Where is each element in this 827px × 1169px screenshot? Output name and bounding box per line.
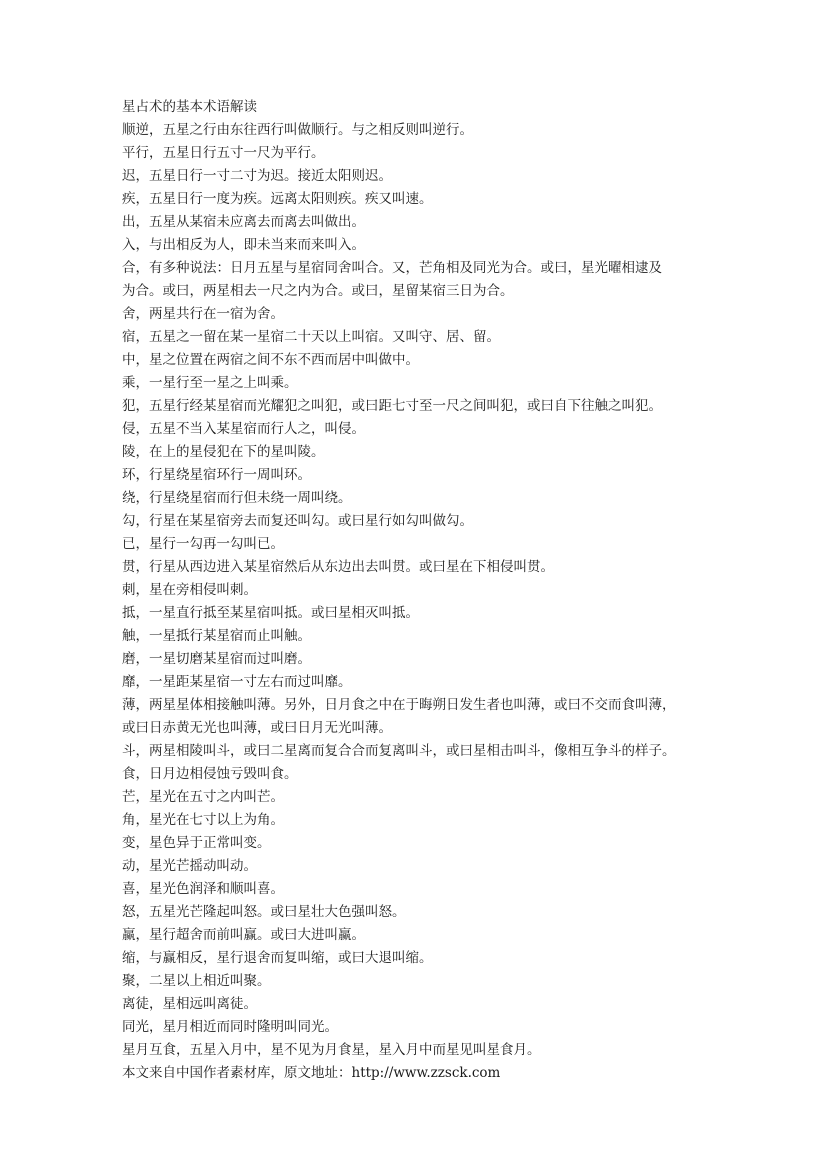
text-line: 出，五星从某宿未应离去而离去叫做出。 <box>122 214 365 230</box>
text-line: 靡，一星距某星宿一寸左右而过叫靡。 <box>122 674 352 690</box>
text-line: 顺逆，五星之行由东往西行叫做顺行。与之相反则叫逆行。 <box>122 122 473 138</box>
document-page <box>122 96 717 1085</box>
text-line: 抵，一星直行抵至某星宿叫抵。或曰星相灭叫抵。 <box>122 605 419 621</box>
text-line: 陵，在上的星侵犯在下的星叫陵。 <box>122 444 325 460</box>
text-line: 迟，五星日行一寸二寸为迟。接近太阳则迟。 <box>122 168 392 184</box>
text-line: 舍，两星共行在一宿为舍。 <box>122 306 284 322</box>
text-line: 为合。或曰，两星相去一尺之内为合。或曰，星留某宿三日为合。 <box>122 283 514 299</box>
text-line: 缩，与赢相反，星行退舍而复叫缩，或曰大退叫缩。 <box>122 950 433 966</box>
text-line: 侵，五星不当入某星宿而行人之，叫侵。 <box>122 421 365 437</box>
text-line: 刺，星在旁相侵叫刺。 <box>122 582 257 598</box>
text-line: 绕，行星绕星宿而行但未绕一周叫绕。 <box>122 490 352 506</box>
text-line: 合，有多种说法：日月五星与星宿同舍叫合。又，芒角相及同光为合。或曰，星光曜相逮及 <box>122 260 662 276</box>
text-line: 已，星行一勾再一勾叫已。 <box>122 536 284 552</box>
document-title: 星占术的基本术语解读 <box>122 99 257 115</box>
text-line: 变，星色异于正常叫变。 <box>122 835 271 851</box>
text-line: 赢，星行超舍而前叫赢。或曰大进叫赢。 <box>122 927 365 943</box>
text-line: 勾，行星在某星宿旁去而复还叫勾。或曰星行如勾叫做勾。 <box>122 513 473 529</box>
text-line: 离徒，星相远叫离徒。 <box>122 996 257 1012</box>
text-line: 中，星之位置在两宿之间不东不西而居中叫做中。 <box>122 352 419 368</box>
text-line: 同光，星月相近而同时隆明叫同光。 <box>122 1019 338 1035</box>
text-line: 触，一星抵行某星宿而止叫触。 <box>122 628 311 644</box>
text-line: 聚，二星以上相近叫聚。 <box>122 973 271 989</box>
text-line: 薄，两星星体相接触叫薄。另外，日月食之中在于晦朔日发生者也叫薄，或曰不交而食叫薄， <box>122 697 676 713</box>
text-line: 星月互食，五星入月中，星不见为月食星，星入月中而星见叫星食月。 <box>122 1042 541 1058</box>
text-line: 宿，五星之一留在某一星宿二十天以上叫宿。又叫守、居、留。 <box>122 329 500 345</box>
text-line: 平行，五星日行五寸一尺为平行。 <box>122 145 325 161</box>
text-line: 入，与出相反为人，即未当来而来叫入。 <box>122 237 365 253</box>
text-line: 犯，五星行经某星宿而光耀犯之叫犯，或曰距七寸至一尺之间叫犯，或曰自下往触之叫犯。 <box>122 398 662 414</box>
text-line: 斗，两星相陵叫斗，或曰二星离而复合合而复离叫斗，或曰星相击叫斗，像相互争斗的样子。 <box>122 743 676 759</box>
text-line: 芒，星光在五寸之内叫芒。 <box>122 789 284 805</box>
text-line: 或曰日赤黄无光也叫薄，或曰日月无光叫薄。 <box>122 720 392 736</box>
document-body <box>122 119 717 1085</box>
text-line: 疾，五星日行一度为疾。远离太阳则疾。疾又叫速。 <box>122 191 433 207</box>
text-line: 食，日月边相侵蚀亏毁叫食。 <box>122 766 298 782</box>
text-line: 动，星光芒摇动叫动。 <box>122 858 257 874</box>
text-line: 乘，一星行至一星之上叫乘。 <box>122 375 298 391</box>
text-line: 环，行星绕星宿环行一周叫环。 <box>122 467 311 483</box>
text-line: 本文来自中国作者素材库，原文地址：http://www.zzsck.com <box>122 1065 501 1081</box>
text-line: 喜，星光色润泽和顺叫喜。 <box>122 881 284 897</box>
text-line: 磨，一星切磨某星宿而过叫磨。 <box>122 651 311 667</box>
text-line: 贯，行星从西边进入某星宿然后从东边出去叫贯。或曰星在下相侵叫贯。 <box>122 559 554 575</box>
text-line: 怒，五星光芒隆起叫怒。或曰星壮大色强叫怒。 <box>122 904 406 920</box>
text-line: 角，星光在七寸以上为角。 <box>122 812 284 828</box>
